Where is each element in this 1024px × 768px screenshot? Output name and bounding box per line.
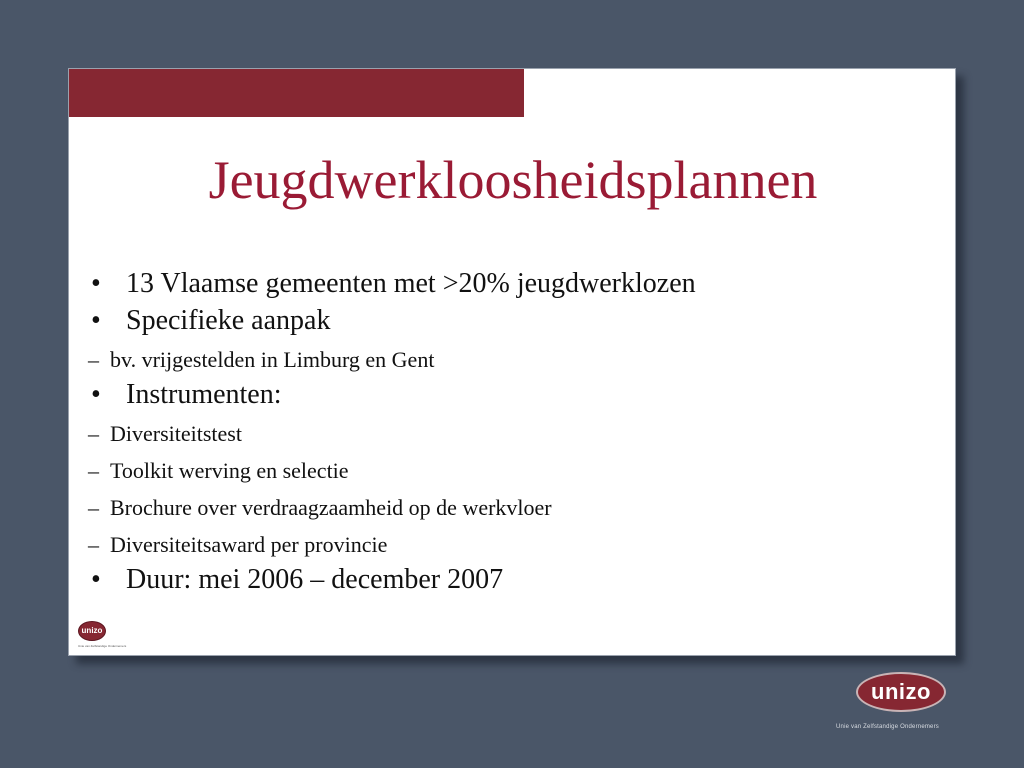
sub-bullet-item: [88, 489, 948, 526]
sub-bullet-text: Diversiteitsaward per provincie: [110, 532, 388, 557]
bullet-marker: •: [91, 305, 101, 336]
unizo-logo-icon: [836, 672, 966, 730]
small-logo-mark: unizo: [78, 621, 106, 641]
sub-bullet-item: [88, 415, 948, 452]
sub-bullet-marker: –: [88, 532, 99, 557]
sub-bullet-text: Toolkit werving en selectie: [110, 458, 349, 483]
sub-bullet-text: Brochure over verdraagzaamheid op de werkvloer: [110, 495, 552, 520]
bullet-item: [88, 267, 948, 301]
small-logo-tagline: Unie van Zelfstandige Ondernemers: [78, 644, 127, 648]
bullet-marker: •: [91, 268, 101, 299]
sub-bullet-item: [88, 452, 948, 489]
bullet-text: Duur: mei 2006 – december 2007: [126, 564, 504, 595]
bullet-text: Specifieke aanpak: [126, 305, 331, 336]
brand-logo-tagline: Unie van Zelfstandige Ondernemers: [836, 724, 939, 730]
unizo-logo-icon: [78, 621, 127, 648]
bullet-item: [88, 563, 948, 597]
bullet-marker: •: [91, 564, 101, 595]
sub-bullet-item: [88, 526, 948, 563]
bullet-list: [88, 267, 948, 600]
slide-title: Jeugdwerkloosheidsplannen: [208, 150, 818, 210]
sub-bullet-list: [88, 341, 948, 378]
sub-bullet-item: [88, 341, 948, 378]
bullet-marker: •: [91, 379, 101, 410]
brand-logo-mark: unizo: [856, 672, 946, 712]
sub-bullet-list: [88, 415, 948, 563]
sub-bullet-marker: –: [88, 421, 99, 446]
sub-bullet-text: Diversiteitstest: [110, 421, 242, 446]
sub-bullet-text: bv. vrijgestelden in Limburg en Gent: [110, 347, 435, 372]
bullet-item: [88, 378, 948, 563]
bullet-text: 13 Vlaamse gemeenten met >20% jeugdwerklozen: [126, 268, 696, 299]
bullet-item: [88, 304, 948, 378]
accent-bar: [69, 69, 524, 117]
slide: [68, 68, 956, 656]
sub-bullet-marker: –: [88, 458, 99, 483]
bullet-text: Instrumenten:: [126, 379, 282, 410]
sub-bullet-marker: –: [88, 495, 99, 520]
sub-bullet-marker: –: [88, 347, 99, 372]
